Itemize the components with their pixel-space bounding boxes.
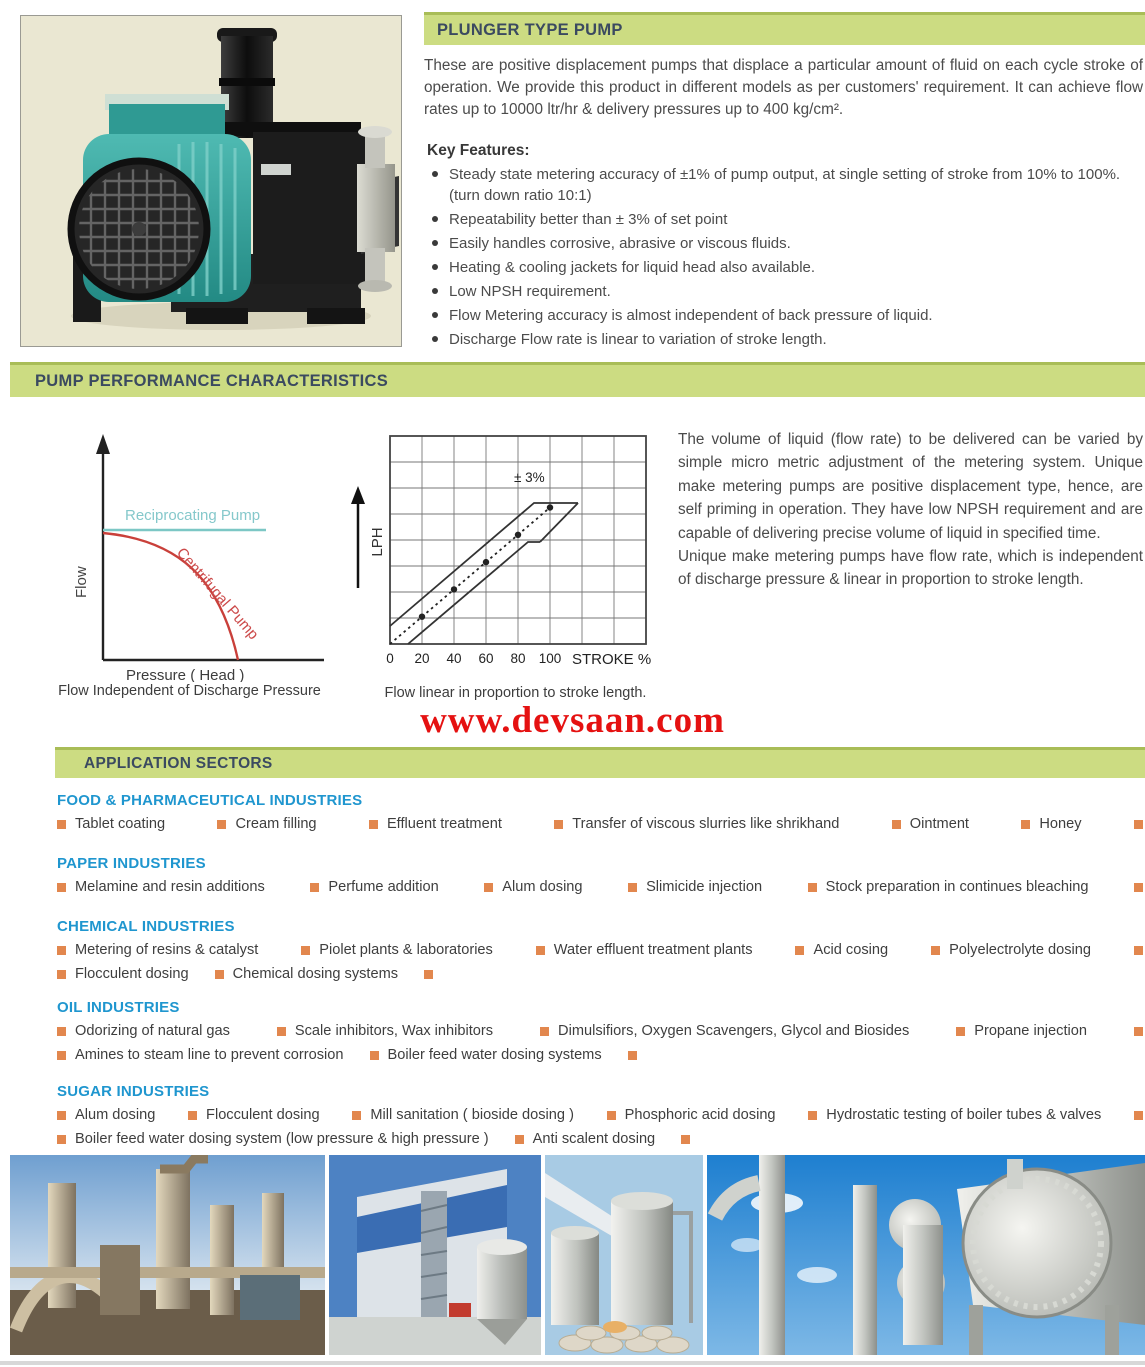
application-item xyxy=(892,816,969,832)
application-item xyxy=(1021,816,1081,832)
bullet-square-icon xyxy=(424,970,433,979)
application-item xyxy=(795,942,888,958)
application-item-text: Perfume addition xyxy=(328,879,439,895)
performance-description xyxy=(678,428,1143,592)
application-item-text: Slimicide injection xyxy=(646,879,763,895)
application-item xyxy=(484,879,582,895)
pressure-axis-label: Pressure ( Head ) xyxy=(126,667,245,682)
bullet-square-icon xyxy=(1134,820,1143,829)
application-item xyxy=(369,816,502,832)
footer-photo-blue-building xyxy=(329,1155,541,1355)
section-chemical xyxy=(57,918,1143,990)
application-item-text: Flocculent dosing xyxy=(206,1107,320,1123)
application-item xyxy=(57,1107,155,1123)
bullet-square-icon xyxy=(628,1051,637,1060)
application-item-text: Transfer of viscous slurries like shrikhand xyxy=(572,816,840,832)
bullet-dot-icon xyxy=(432,240,438,246)
bullet-square-icon xyxy=(369,820,378,829)
application-item xyxy=(607,1107,776,1123)
application-item-line xyxy=(57,1131,1143,1147)
application-item xyxy=(188,1107,320,1123)
application-item-text: Hydrostatic testing of boiler tubes & valves xyxy=(826,1107,1102,1123)
performance-paragraph-2: Unique make metering pumps have flow rate, which is independent of discharge pressure & linear in proportion to stroke length. xyxy=(678,547,1143,589)
section-title: SUGAR INDUSTRIES xyxy=(57,1083,210,1100)
bullet-square-icon xyxy=(515,1135,524,1144)
application-item-line xyxy=(57,1023,1143,1039)
application-item-text: Boiler feed water dosing systems xyxy=(387,1047,602,1063)
key-feature-text: Flow Metering accuracy is almost independent of back pressure of liquid. xyxy=(449,307,933,324)
product-photo xyxy=(20,15,402,347)
key-feature-text: Steady state metering accuracy of ±1% of pump output, at single setting of stroke from 10% to 100%. (turn down ratio 10:1) xyxy=(449,166,1121,204)
application-item-text: Flocculent dosing xyxy=(75,966,189,982)
application-item xyxy=(215,966,398,982)
pump-performance-banner xyxy=(10,362,1145,397)
application-item-text: Tablet coating xyxy=(75,816,166,832)
bullet-square-icon xyxy=(57,1111,66,1120)
section-sugar xyxy=(57,1083,1143,1155)
bullet-dot-icon xyxy=(432,288,438,294)
application-item xyxy=(57,1023,230,1039)
key-feature-text: Easily handles corrosive, abrasive or viscous fluids. xyxy=(449,235,791,252)
bullet-square-icon xyxy=(484,883,493,892)
bullet-square-icon xyxy=(607,1111,616,1120)
key-features-title: Key Features: xyxy=(427,142,530,159)
application-item-text: Anti scalent dosing xyxy=(532,1131,656,1147)
application-item xyxy=(536,942,753,958)
bullet-square-icon xyxy=(301,946,310,955)
plunger-type-pump-banner xyxy=(424,12,1145,45)
application-item-text: Propane injection xyxy=(974,1023,1087,1039)
performance-banner-title: PUMP PERFORMANCE CHARACTERISTICS xyxy=(35,371,389,390)
key-feature-item xyxy=(432,233,1144,254)
bullet-square-icon xyxy=(681,1135,690,1144)
svg-text:40: 40 xyxy=(446,651,462,666)
application-item-text: Acid cosing xyxy=(813,942,889,958)
application-item-text: Chemical dosing systems xyxy=(232,966,399,982)
section-paper xyxy=(57,855,1143,903)
bullet-square-icon xyxy=(352,1111,361,1120)
application-item-line xyxy=(57,1107,1143,1123)
application-item-text: Cream filling xyxy=(235,816,317,832)
centrifugal-pump-label: Centrifugal Pump xyxy=(172,544,262,644)
section-title: FOOD & PHARMACEUTICAL INDUSTRIES xyxy=(57,792,363,809)
application-item-text: Boiler feed water dosing system (low pressure & high pressure ) xyxy=(75,1131,489,1147)
application-item-line xyxy=(57,942,1143,958)
bullet-square-icon xyxy=(892,820,901,829)
application-item xyxy=(808,1107,1101,1123)
lph-axis-label: LPH xyxy=(369,527,386,557)
key-feature-item xyxy=(432,209,1144,230)
application-item xyxy=(554,816,839,832)
bullet-square-icon xyxy=(540,1027,549,1036)
bullet-square-icon xyxy=(1134,883,1143,892)
application-item xyxy=(57,1047,344,1063)
bullet-square-icon xyxy=(277,1027,286,1036)
application-item-line xyxy=(57,966,1143,982)
reciprocating-pump-label: Reciprocating Pump xyxy=(125,507,261,524)
bullet-square-icon xyxy=(536,946,545,955)
lph-axis-arrow xyxy=(351,486,365,504)
product-intro-paragraph: These are positive displacement pumps that displace a particular amount of fluid on each cycle stroke of operation. We provide this product in different models as per customers' requirement. It can achieve flow rates up to 10000 ltr/hr & delivery pressures up to 400 kg/cm². xyxy=(424,57,1143,119)
pump-photo-illustration xyxy=(21,16,399,344)
stroke-linearity-chart xyxy=(344,430,676,681)
bullet-square-icon xyxy=(808,883,817,892)
footer-photo-strip xyxy=(0,1155,1145,1355)
application-item-line xyxy=(57,1047,1143,1063)
application-item xyxy=(57,942,258,958)
section-oil xyxy=(57,999,1143,1071)
application-item-text: Alum dosing xyxy=(75,1107,156,1123)
bullet-square-icon xyxy=(57,946,66,955)
bullet-square-icon xyxy=(57,820,66,829)
application-item-text: Piolet plants & laboratories xyxy=(319,942,493,958)
bullet-square-icon xyxy=(217,820,226,829)
plunger-banner-title: PLUNGER TYPE PUMP xyxy=(437,20,623,39)
bullet-square-icon xyxy=(188,1111,197,1120)
bullet-dot-icon xyxy=(432,336,438,342)
application-item-text: Phosphoric acid dosing xyxy=(624,1107,776,1123)
bullet-square-icon xyxy=(931,946,940,955)
application-item xyxy=(808,879,1089,895)
key-feature-text: Discharge Flow rate is linear to variation of stroke length. xyxy=(449,331,827,348)
application-item-text: Metering of resins & catalyst xyxy=(75,942,259,958)
application-item-text: Water effluent treatment plants xyxy=(553,942,753,958)
linear-flow-line xyxy=(390,508,550,645)
svg-text:20: 20 xyxy=(414,651,430,666)
bullet-square-icon xyxy=(956,1027,965,1036)
bullet-square-icon xyxy=(1134,946,1143,955)
application-banner-title: APPLICATION SECTORS xyxy=(84,755,273,772)
flow-axis-label: Flow xyxy=(73,566,90,598)
bullet-square-icon xyxy=(57,1135,66,1144)
application-item xyxy=(57,816,165,832)
bullet-square-icon xyxy=(57,1051,66,1060)
application-item xyxy=(57,1131,489,1147)
application-item-text: Polyelectrolyte dosing xyxy=(949,942,1092,958)
key-features-list xyxy=(432,164,1144,353)
application-item-text: Alum dosing xyxy=(502,879,583,895)
application-item-text: Dimulsifiors, Oxygen Scavengers, Glycol and Biosides xyxy=(558,1023,910,1039)
key-feature-item xyxy=(432,164,1144,206)
footer-photo-tanks xyxy=(545,1155,703,1355)
key-feature-item xyxy=(432,257,1144,278)
key-feature-text: Heating & cooling jackets for liquid head also available. xyxy=(449,259,816,276)
application-item-text: Amines to steam line to prevent corrosion xyxy=(75,1047,344,1063)
application-sectors-banner xyxy=(55,747,1145,778)
bullet-dot-icon xyxy=(432,216,438,222)
application-item-text: Honey xyxy=(1039,816,1082,832)
bullet-square-icon xyxy=(57,883,66,892)
bullet-square-icon xyxy=(215,970,224,979)
flow-pressure-chart xyxy=(28,420,358,687)
key-feature-item xyxy=(432,329,1144,350)
section-food-pharma xyxy=(57,792,1143,840)
key-feature-text: Low NPSH requirement. xyxy=(449,283,611,300)
key-feature-item xyxy=(432,281,1144,302)
bullet-square-icon xyxy=(1134,1027,1143,1036)
watermark-url: www.devsaan.com xyxy=(420,700,725,741)
section-title: OIL INDUSTRIES xyxy=(57,999,180,1016)
application-item xyxy=(515,1131,656,1147)
application-item xyxy=(352,1107,574,1123)
application-item xyxy=(57,966,189,982)
bullet-dot-icon xyxy=(432,264,438,270)
application-item xyxy=(277,1023,493,1039)
application-item-text: Odorizing of natural gas xyxy=(75,1023,230,1039)
application-item xyxy=(57,879,265,895)
application-item-line xyxy=(57,816,1143,832)
svg-text:60: 60 xyxy=(478,651,494,666)
bullet-square-icon xyxy=(57,1027,66,1036)
svg-text:80: 80 xyxy=(510,651,526,666)
application-item xyxy=(628,879,762,895)
stroke-axis-label: STROKE % xyxy=(572,651,652,668)
application-item-text: Mill sanitation ( bioside dosing ) xyxy=(370,1107,574,1123)
flow-pressure-caption: Flow Independent of Discharge Pressure xyxy=(58,683,321,699)
bullet-square-icon xyxy=(1134,1111,1143,1120)
bottom-divider xyxy=(0,1361,1145,1365)
svg-text:0: 0 xyxy=(386,651,394,666)
stroke-axis-ticks xyxy=(386,651,561,666)
tolerance-label: ± 3% xyxy=(514,470,545,485)
application-item-text: Stock preparation in continues bleaching xyxy=(825,879,1089,895)
svg-text:100: 100 xyxy=(538,651,562,666)
application-item-text: Scale inhibitors, Wax inhibitors xyxy=(294,1023,494,1039)
application-item-text: Melamine and resin additions xyxy=(75,879,265,895)
bullet-square-icon xyxy=(795,946,804,955)
application-item xyxy=(370,1047,602,1063)
bullet-square-icon xyxy=(310,883,319,892)
section-title: CHEMICAL INDUSTRIES xyxy=(57,918,235,935)
application-item xyxy=(310,879,438,895)
application-item xyxy=(956,1023,1087,1039)
application-item-line xyxy=(57,879,1143,895)
bullet-square-icon xyxy=(628,883,637,892)
application-item xyxy=(540,1023,909,1039)
bullet-square-icon xyxy=(1021,820,1030,829)
bullet-dot-icon xyxy=(432,312,438,318)
application-item xyxy=(217,816,316,832)
bullet-square-icon xyxy=(370,1051,379,1060)
footer-photo-heat-exchanger xyxy=(707,1155,1145,1355)
application-item xyxy=(301,942,493,958)
application-item xyxy=(931,942,1091,958)
section-title: PAPER INDUSTRIES xyxy=(57,855,206,872)
key-feature-text: Repeatability better than ± 3% of set point xyxy=(449,211,728,228)
performance-paragraph-1: The volume of liquid (flow rate) to be delivered can be varied by simple micro metric adjustment of the metering system. Unique make metering pumps are positive displacement type, hence, are self priming in operation. They have low NPSH requirement and are capable of delivering precise volume of liquid in specified time. xyxy=(678,431,1143,542)
bullet-dot-icon xyxy=(432,171,438,177)
application-item-text: Ointment xyxy=(909,816,969,832)
footer-photo-refinery xyxy=(10,1155,325,1355)
bullet-square-icon xyxy=(554,820,563,829)
bullet-square-icon xyxy=(808,1111,817,1120)
stroke-linearity-caption: Flow linear in proportion to stroke length. xyxy=(384,685,647,701)
bullet-square-icon xyxy=(57,970,66,979)
application-item-text: Effluent treatment xyxy=(386,816,502,832)
y-axis-arrow xyxy=(96,434,110,454)
key-feature-item xyxy=(432,305,1144,326)
